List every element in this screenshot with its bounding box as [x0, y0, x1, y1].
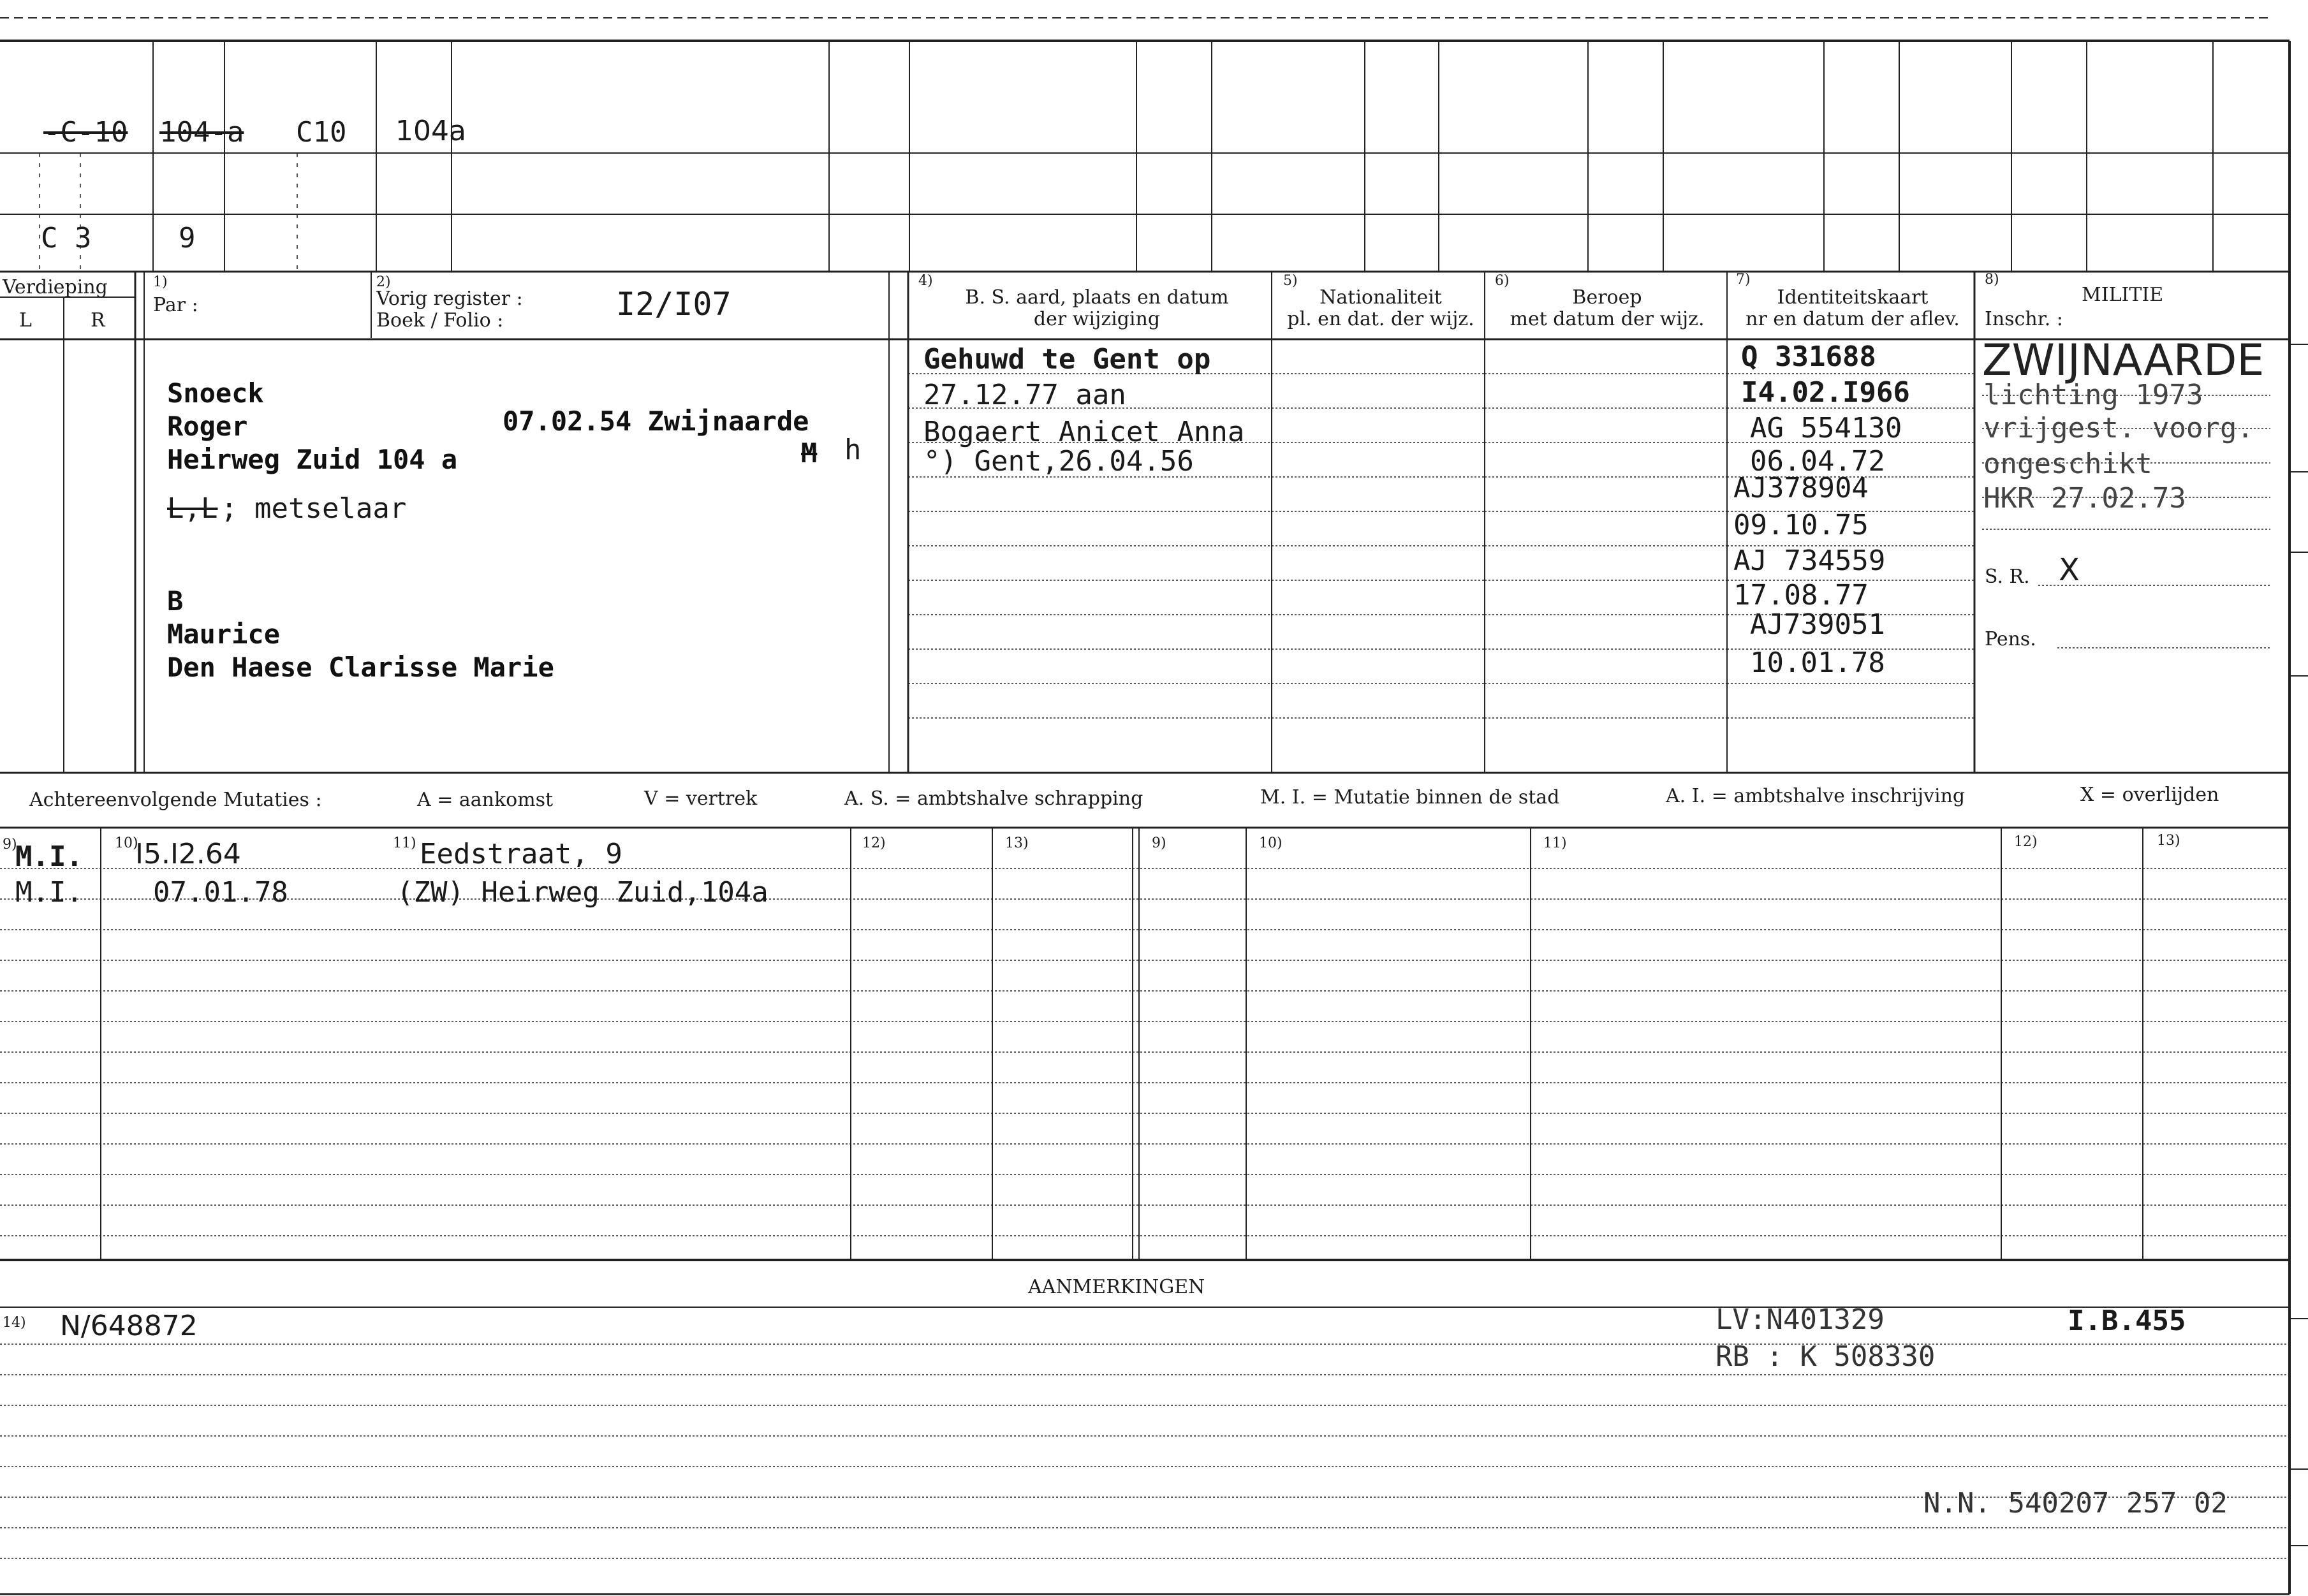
- floor-left-label: L: [19, 309, 32, 332]
- top-grid-value-f: 9: [179, 222, 196, 254]
- id-card-entry-10: 10.01.78: [1750, 647, 1885, 679]
- gender-h: h: [844, 434, 862, 466]
- civil-status-line-4: °) Gent,26.04.56: [923, 445, 1194, 478]
- militia-header: MILITIE: [2082, 284, 2164, 306]
- civil-status-line-3: Bogaert Anicet Anna: [923, 416, 1245, 448]
- occupation: ; metselaar: [221, 492, 407, 525]
- gender-mark: M: [801, 437, 818, 469]
- remarks-national-number: N/648872: [60, 1310, 198, 1342]
- mutation-2-type: M.I.: [15, 876, 83, 909]
- sr-label: S. R.: [1985, 566, 2030, 588]
- mutation-1-date: I5.I2.64: [135, 838, 241, 870]
- col2-number: 2): [376, 274, 391, 290]
- address: Heirweg Zuid 104 a: [167, 444, 458, 475]
- legend-official-registration: A. I. = ambtshalve inschrijving: [1666, 785, 1966, 807]
- mut-right-col13-number: 13): [2157, 833, 2180, 849]
- col1-number: 1): [153, 274, 168, 290]
- pension-label: Pens.: [1985, 628, 2036, 650]
- col4-number: 4): [918, 273, 933, 289]
- father-name: Maurice: [167, 619, 281, 650]
- civil-status-header-1: B. S. aard, plaats en datum: [965, 286, 1229, 309]
- floor-label: Verdieping: [3, 276, 108, 298]
- id-card-entry-8: 17.08.77: [1733, 579, 1869, 611]
- top-grid-value-d: 104a: [395, 115, 466, 147]
- book-folio-label: Boek / Folio :: [376, 309, 504, 332]
- mother-name: Den Haese Clarisse Marie: [167, 652, 554, 683]
- col7-number: 7): [1736, 272, 1751, 288]
- mut-left-col13-number: 13): [1005, 835, 1029, 851]
- id-card-entry-5: AJ378904: [1733, 472, 1869, 504]
- civil-status-code-struck: L,L: [167, 492, 218, 525]
- id-card-entry-3: AG 554130: [1750, 412, 1902, 444]
- prev-register-label: Vorig register :: [376, 288, 523, 310]
- mut-right-col11-number: 11): [1543, 835, 1567, 851]
- mut-left-col9-number: 9): [3, 837, 17, 853]
- mutations-legend-title: Achtereenvolgende Mutaties :: [29, 789, 322, 811]
- militia-line-2: vrijgest. voorg.: [1983, 412, 2254, 444]
- militia-place-stamp: ZWIJNAARDE: [1982, 335, 2265, 386]
- id-card-header-2: nr en datum der aflev.: [1746, 308, 1960, 330]
- id-card-entry-2: I4.02.I966: [1741, 376, 1910, 409]
- col8-number: 8): [1985, 272, 1999, 288]
- remarks-title: AANMERKINGEN: [1028, 1276, 1205, 1298]
- top-grid-value-a-struck: -C-10: [43, 116, 128, 149]
- id-card-header-1: Identiteitskaart: [1777, 286, 1929, 309]
- top-grid-value-c: C10: [296, 116, 347, 149]
- civil-status-line-2: 27.12.77 aan: [923, 379, 1126, 411]
- mutation-1-address: Eedstraat, 9: [420, 838, 622, 870]
- militia-line-3: ongeschikt: [1983, 448, 2152, 480]
- registration-label: Inschr. :: [1985, 308, 2063, 330]
- par-label: Par :: [153, 294, 198, 316]
- surname: Snoeck: [167, 377, 264, 409]
- remarks-rb-code: RB : K 508330: [1716, 1340, 1936, 1373]
- remarks-ib-code: I.B.455: [2068, 1305, 2186, 1337]
- id-card-entry-7: AJ 734559: [1733, 545, 1886, 577]
- sr-value: X: [2059, 552, 2080, 588]
- remarks-lv-code: LV:N401329: [1716, 1303, 1885, 1336]
- firstname: Roger: [167, 411, 248, 442]
- floor-right-label: R: [91, 309, 105, 332]
- top-grid-value-b-struck: 104-a: [159, 116, 244, 149]
- militia-line-1: lichting 1973: [1983, 379, 2203, 411]
- mutation-2-address: (ZW) Heirweg Zuid,104a: [397, 876, 768, 909]
- mut-left-col10-number: 10): [115, 835, 138, 851]
- id-card-entry-4: 06.04.72: [1750, 445, 1885, 478]
- remarks-number: 14): [3, 1315, 26, 1331]
- civil-status-header-2: der wijziging: [1033, 308, 1161, 330]
- profession-header-1: Beroep: [1572, 286, 1642, 309]
- legend-death: X = overlijden: [2080, 784, 2219, 806]
- mut-right-col12-number: 12): [2014, 834, 2038, 850]
- prev-register-value: I2/I07: [616, 286, 731, 323]
- nationality-header-2: pl. en dat. der wijz.: [1287, 308, 1474, 330]
- legend-arrival: A = aankomst: [417, 789, 554, 811]
- id-card-entry-1: Q 331688: [1741, 340, 1876, 373]
- id-card-entry-6: 09.10.75: [1733, 509, 1869, 541]
- militia-line-4: HKR 27.02.73: [1983, 482, 2186, 515]
- mutation-1-type: M.I.: [15, 840, 83, 873]
- mut-right-col9-number: 9): [1152, 835, 1166, 851]
- legend-official-removal: A. S. = ambtshalve schrapping: [844, 787, 1143, 810]
- remarks-nn-code: N.N. 540207 257 02: [1923, 1487, 2228, 1519]
- mutation-2-date: 07.01.78: [153, 876, 288, 909]
- parent-initial: B: [167, 585, 184, 617]
- birth-date-place: 07.02.54 Zwijnaarde: [503, 406, 809, 437]
- mut-left-col11-number: 11): [393, 835, 416, 851]
- col5-number: 5): [1283, 273, 1298, 289]
- civil-status-line-1: Gehuwd te Gent op: [923, 343, 1211, 376]
- legend-departure: V = vertrek: [644, 787, 758, 810]
- mut-left-col12-number: 12): [862, 835, 886, 851]
- col6-number: 6): [1495, 273, 1510, 289]
- profession-header-2: met datum der wijz.: [1510, 308, 1705, 330]
- legend-internal-move: M. I. = Mutatie binnen de stad: [1260, 786, 1560, 809]
- top-grid-value-e: C 3: [41, 222, 92, 254]
- id-card-entry-9: AJ739051: [1750, 608, 1885, 641]
- mut-right-col10-number: 10): [1259, 835, 1283, 851]
- nationality-header-1: Nationaliteit: [1319, 286, 1442, 309]
